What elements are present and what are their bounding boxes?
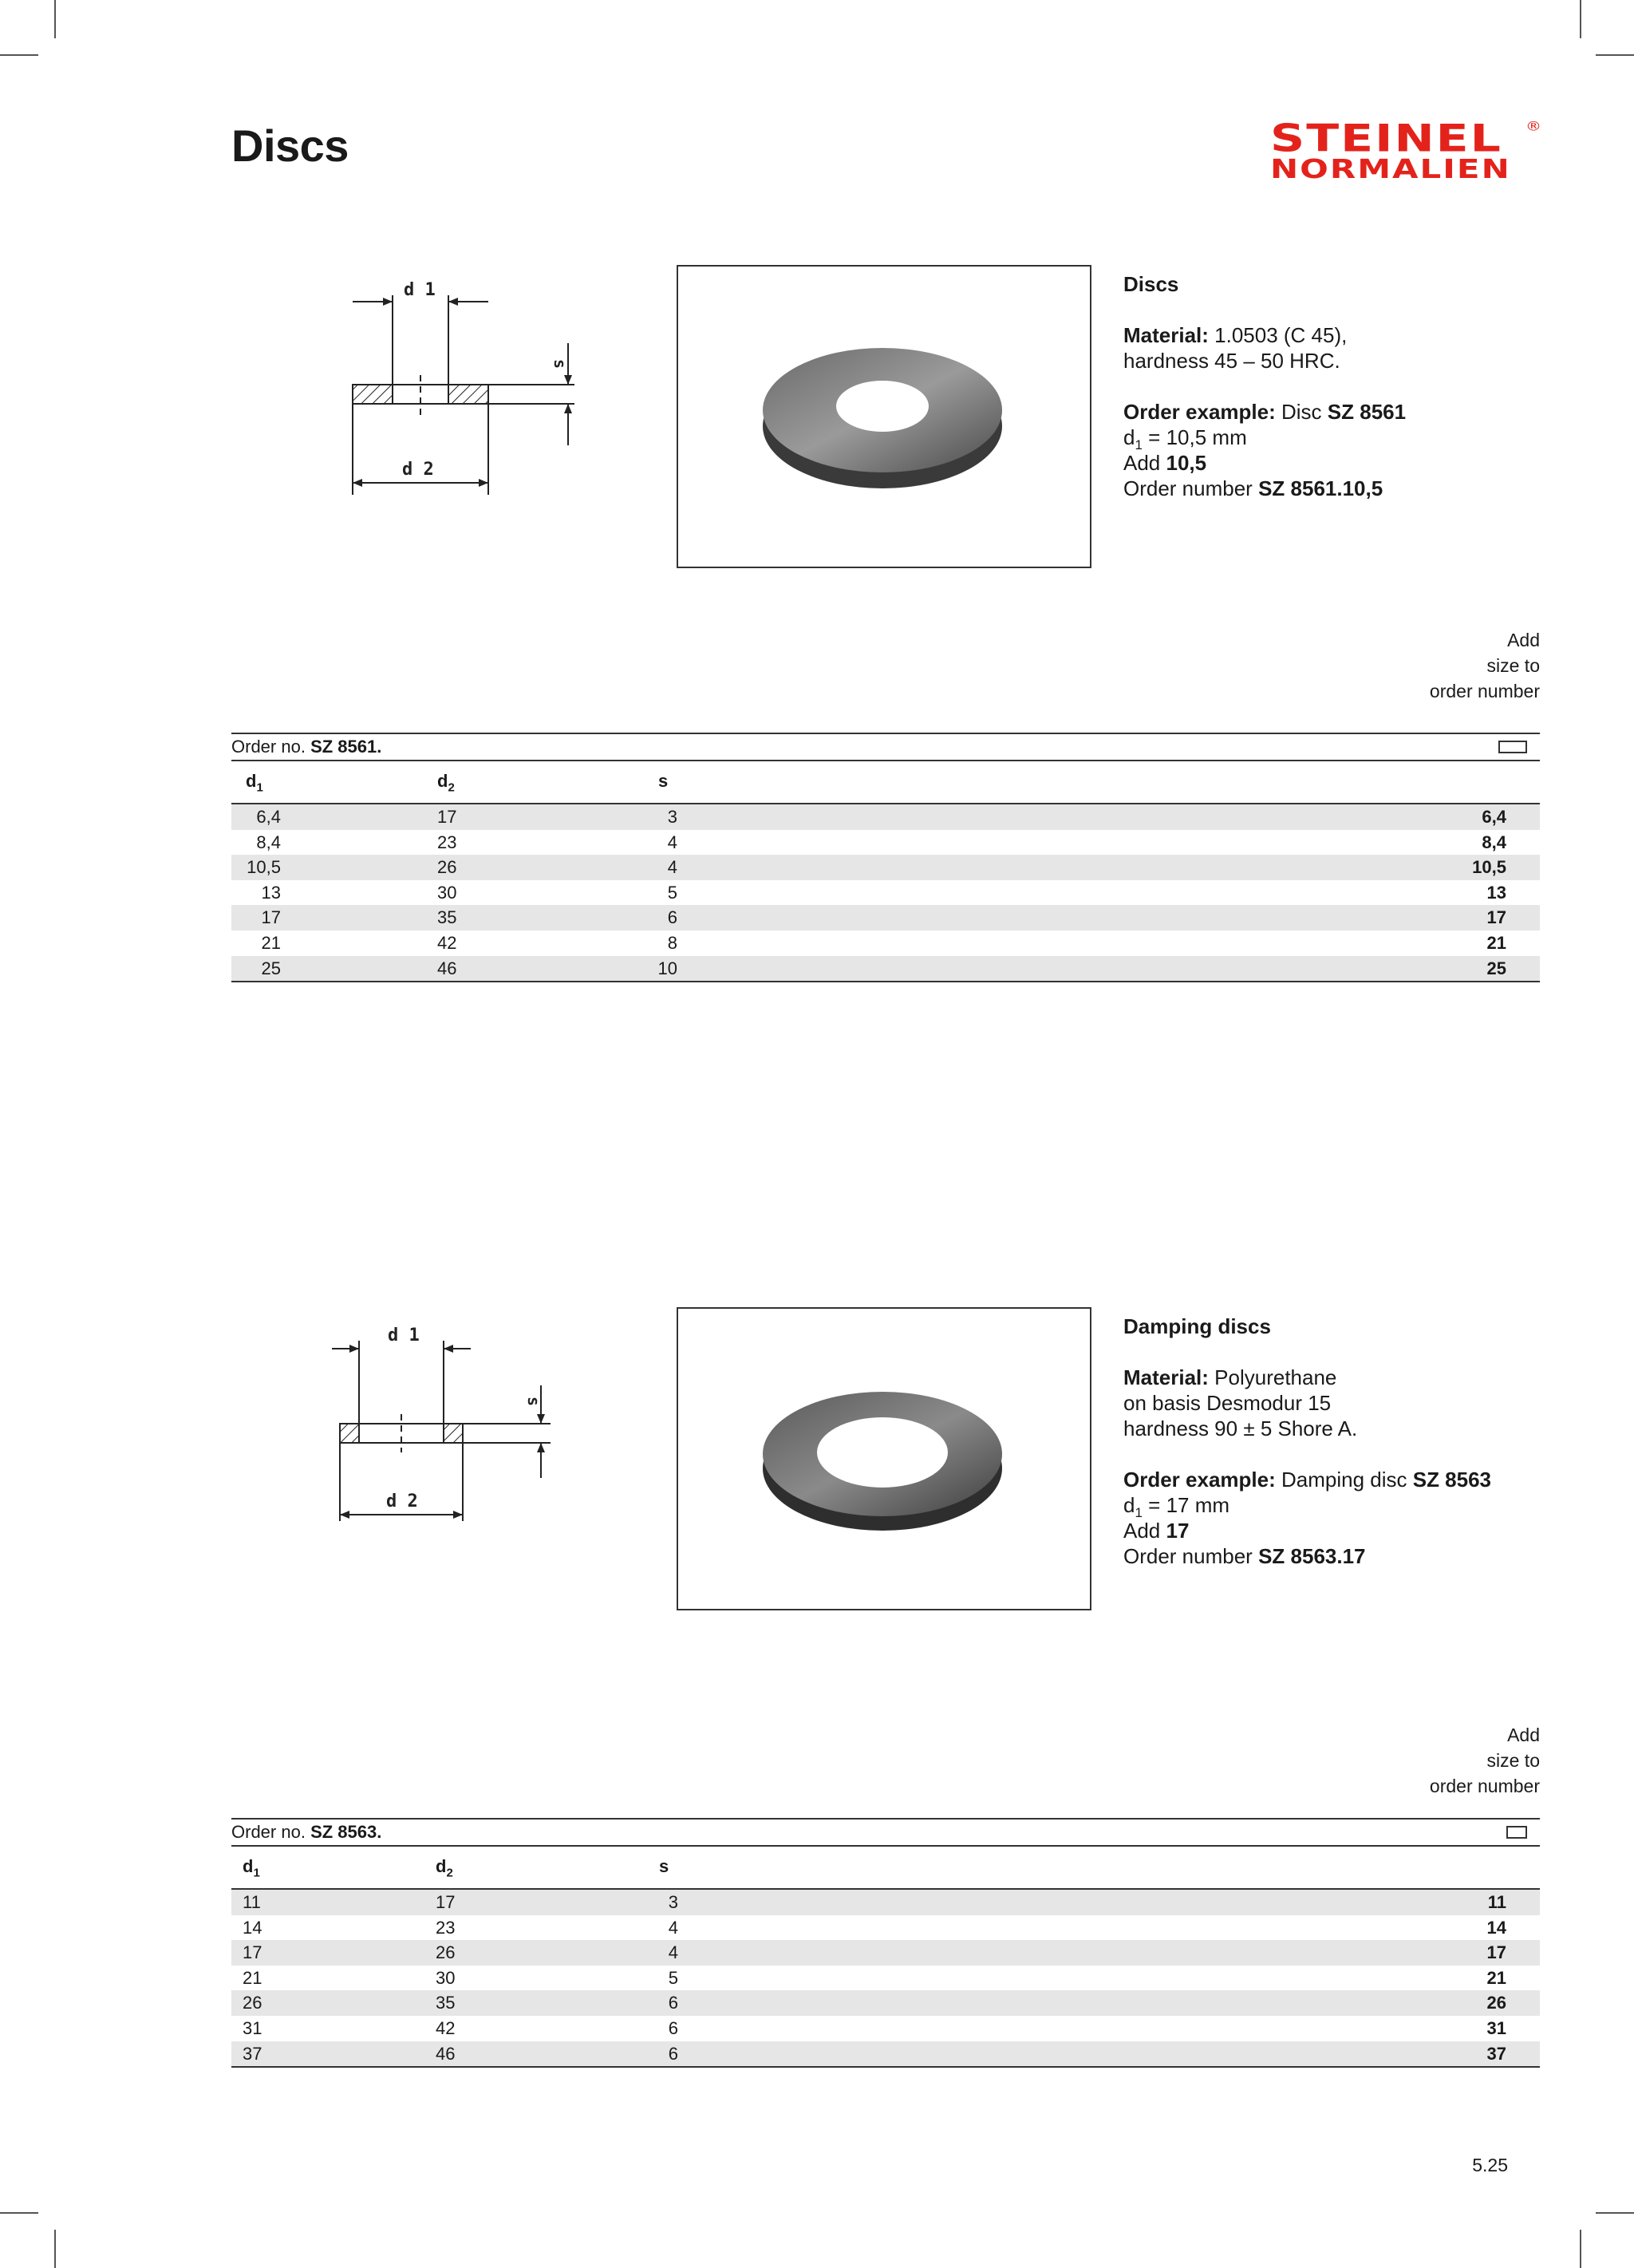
- table-row: [231, 855, 1540, 880]
- order-number-value: SZ 8563.17: [1258, 1544, 1366, 1568]
- cell-d1: 25: [261, 958, 281, 978]
- cell-s: 4: [667, 857, 677, 878]
- material-value: 1.0503 (C 45),: [1214, 323, 1348, 347]
- cell-d2: 26: [437, 857, 457, 878]
- table-body: [231, 804, 1540, 982]
- order-no: [231, 734, 381, 760]
- col-d1-symbol: d: [243, 1856, 254, 1876]
- material-line2: hardness 45 – 50 HRC.: [1123, 349, 1340, 373]
- dim-value: = 10,5 mm: [1148, 425, 1247, 449]
- cell-s: 5: [668, 1967, 678, 1988]
- order-example-label: Order example:: [1123, 400, 1276, 424]
- damping-disc-photo: [677, 1307, 1091, 1610]
- damping-disc-size-table: [231, 1818, 1540, 2068]
- cell-s: 6: [668, 2017, 678, 2038]
- add-note-line: Add: [1507, 1725, 1540, 1745]
- brand-logo: [1270, 117, 1541, 184]
- cell-d2: 23: [437, 832, 457, 852]
- order-example-line: [1123, 1467, 1570, 1492]
- cell-d2: 17: [436, 1892, 456, 1912]
- dimension-line: [1123, 425, 1570, 453]
- cell-d1: 17: [243, 1942, 262, 1963]
- cell-d2: 17: [437, 807, 457, 827]
- cell-add-size: 25: [1486, 958, 1506, 978]
- cell-s: 5: [667, 882, 677, 903]
- col-head-d1: [243, 1856, 260, 1879]
- col-head-d2: [436, 1856, 453, 1879]
- crop-mark: [1596, 2212, 1634, 2214]
- cell-d1: 13: [261, 882, 281, 903]
- col-d1-sub: 1: [256, 780, 263, 795]
- disc-info: [1123, 271, 1570, 501]
- drawing-label-d2: d 2: [402, 460, 434, 480]
- add-note-line: order number: [1429, 1776, 1540, 1796]
- order-number-line: [1123, 476, 1570, 501]
- order-number-line: [1123, 1543, 1570, 1569]
- cell-d1: 6,4: [256, 807, 281, 827]
- drawing-label-s: s: [524, 1397, 543, 1407]
- disc-size-table: [231, 733, 1540, 982]
- dim-value: = 17 mm: [1148, 1493, 1230, 1517]
- order-label: Order no.: [231, 737, 306, 757]
- table-row: [231, 1890, 1540, 1915]
- col-head-d1: [246, 771, 263, 794]
- material-line: [1123, 322, 1570, 348]
- damping-disc-info: [1123, 1314, 1570, 1569]
- cell-d1: 26: [243, 1993, 262, 2013]
- cell-d1: 37: [243, 2043, 262, 2064]
- dim-sub: 1: [1135, 437, 1143, 453]
- order-example-code: SZ 8563: [1412, 1468, 1492, 1492]
- cell-s: 6: [668, 2043, 678, 2064]
- material-label: Material:: [1123, 323, 1209, 347]
- table-order-header: [231, 733, 1540, 761]
- crop-mark: [1580, 2230, 1581, 2268]
- table-row: [231, 1990, 1540, 2016]
- add-size-note: [1300, 1722, 1540, 1799]
- table-row: [231, 1966, 1540, 1991]
- brand-logo-line2: NORMALIEN: [1270, 153, 1511, 184]
- disc-photo: [677, 265, 1091, 568]
- table-row: [231, 1915, 1540, 1941]
- cell-add-size: 17: [1486, 907, 1506, 928]
- cell-d1: 21: [261, 932, 281, 953]
- drawing-label-s: s: [551, 359, 570, 369]
- material-line3: hardness 90 ± 5 Shore A.: [1123, 1417, 1358, 1440]
- col-d1-sub: 1: [253, 1866, 260, 1880]
- order-code: SZ 8561.: [310, 737, 382, 757]
- cell-d1: 31: [243, 2017, 262, 2038]
- col-d2-symbol: d: [436, 1856, 447, 1876]
- cell-d2: 23: [436, 1917, 456, 1938]
- dim-symbol: d: [1123, 425, 1135, 449]
- cell-s: 6: [668, 1993, 678, 2013]
- cell-s: 10: [657, 958, 677, 978]
- order-example-text: Damping disc: [1281, 1468, 1407, 1492]
- dim-sub: 1: [1135, 1505, 1143, 1521]
- cell-s: 4: [667, 832, 677, 852]
- material-line: [1123, 1365, 1570, 1390]
- cell-add-size: 8,4: [1482, 832, 1506, 852]
- page-title: Discs: [231, 121, 349, 171]
- drawing-label-d1: d 1: [388, 1326, 420, 1345]
- table-body: [231, 1890, 1540, 2068]
- add-value: 10,5: [1166, 451, 1207, 475]
- order-number-label: Order number: [1123, 476, 1253, 500]
- cell-d1: 14: [243, 1917, 262, 1938]
- cell-d2: 35: [437, 907, 457, 928]
- col-head-d2: [437, 771, 455, 794]
- cell-s: 8: [667, 932, 677, 953]
- crop-mark: [54, 2230, 56, 2268]
- order-example-line: [1123, 399, 1570, 425]
- crop-mark: [54, 0, 56, 38]
- cell-add-size: 11: [1487, 1892, 1506, 1912]
- col-d1-symbol: d: [246, 771, 257, 791]
- cell-d1: 8,4: [256, 832, 281, 852]
- cell-s: 3: [667, 807, 677, 827]
- col-d2-sub: 2: [448, 780, 455, 795]
- table-order-header: [231, 1818, 1540, 1847]
- damping-disc-technical-drawing: [319, 1317, 574, 1532]
- table-row: [231, 830, 1540, 855]
- order-no: [231, 1820, 381, 1845]
- cell-add-size: 21: [1486, 1967, 1506, 1988]
- material-value: Polyurethane: [1214, 1365, 1337, 1389]
- cell-add-size: 6,4: [1482, 807, 1506, 827]
- section-heading: Discs: [1123, 272, 1179, 296]
- add-line: [1123, 1518, 1570, 1543]
- table-column-headers: [231, 761, 1540, 804]
- dimension-line: [1123, 1492, 1570, 1521]
- order-number-value: SZ 8561.10,5: [1258, 476, 1383, 500]
- add-label: Add: [1123, 451, 1161, 475]
- table-row: [231, 1940, 1540, 1966]
- crop-mark: [0, 54, 38, 56]
- table-column-headers: [231, 1847, 1540, 1890]
- material-line2: on basis Desmodur 15: [1123, 1391, 1332, 1415]
- table-row: [231, 880, 1540, 906]
- cell-add-size: 14: [1486, 1917, 1506, 1938]
- cell-add-size: 17: [1486, 1942, 1506, 1963]
- order-example-label: Order example:: [1123, 1468, 1276, 1492]
- dim-symbol: d: [1123, 1493, 1135, 1517]
- cell-d2: 35: [436, 1993, 456, 2013]
- order-example-code: SZ 8561: [1327, 400, 1407, 424]
- crop-mark: [1596, 54, 1634, 56]
- cell-d2: 46: [436, 2043, 456, 2064]
- table-row: [231, 905, 1540, 931]
- table-row: [231, 2016, 1540, 2041]
- package-icon: [1498, 741, 1527, 753]
- order-label: Order no.: [231, 1822, 306, 1842]
- cell-add-size: 37: [1486, 2043, 1506, 2064]
- add-line: [1123, 450, 1570, 476]
- page-number: 5.25: [1472, 2155, 1508, 2175]
- cell-add-size: 21: [1486, 932, 1506, 953]
- table-row: [231, 956, 1540, 982]
- crop-mark: [0, 2212, 38, 2214]
- registered-mark: ®: [1525, 118, 1541, 134]
- brand-logo-line1: STEINEL: [1270, 117, 1502, 161]
- cell-add-size: 10,5: [1472, 857, 1506, 878]
- order-code: SZ 8563.: [310, 1822, 382, 1842]
- table-row: [231, 804, 1540, 830]
- col-head-s: s: [659, 1856, 669, 1876]
- add-note-line: order number: [1429, 681, 1540, 701]
- col-d2-symbol: d: [437, 771, 448, 791]
- table-row: [231, 2041, 1540, 2067]
- material-label: Material:: [1123, 1365, 1209, 1389]
- order-example-text: Disc: [1281, 400, 1322, 424]
- add-note-line: Add: [1507, 630, 1540, 650]
- order-number-label: Order number: [1123, 1544, 1253, 1568]
- table-row: [231, 931, 1540, 956]
- section-heading: Damping discs: [1123, 1314, 1271, 1338]
- add-size-note: [1300, 627, 1540, 704]
- cell-d2: 42: [437, 932, 457, 953]
- cell-add-size: 26: [1486, 1993, 1506, 2013]
- disc-technical-drawing: [335, 271, 590, 503]
- drawing-label-d1: d 1: [404, 280, 436, 300]
- cell-d1: 17: [261, 907, 281, 928]
- col-head-s: s: [658, 771, 669, 791]
- cell-d2: 30: [436, 1967, 456, 1988]
- cell-s: 6: [667, 907, 677, 928]
- cell-add-size: 31: [1486, 2017, 1506, 2038]
- add-value: 17: [1166, 1519, 1190, 1543]
- cell-d1: 11: [243, 1892, 261, 1912]
- cell-s: 3: [668, 1892, 678, 1912]
- cell-add-size: 13: [1486, 882, 1506, 903]
- cell-d2: 30: [437, 882, 457, 903]
- cell-d2: 26: [436, 1942, 456, 1963]
- cell-s: 4: [668, 1917, 678, 1938]
- add-label: Add: [1123, 1519, 1161, 1543]
- add-note-line: size to: [1486, 1750, 1540, 1771]
- cell-d2: 46: [437, 958, 457, 978]
- crop-mark: [1580, 0, 1581, 38]
- drawing-label-d2: d 2: [386, 1492, 418, 1511]
- col-d2-sub: 2: [446, 1866, 453, 1880]
- add-note-line: size to: [1486, 655, 1540, 676]
- cell-d1: 10,5: [247, 857, 281, 878]
- package-icon: [1506, 1826, 1527, 1839]
- cell-d2: 42: [436, 2017, 456, 2038]
- cell-d1: 21: [243, 1967, 262, 1988]
- cell-s: 4: [668, 1942, 678, 1963]
